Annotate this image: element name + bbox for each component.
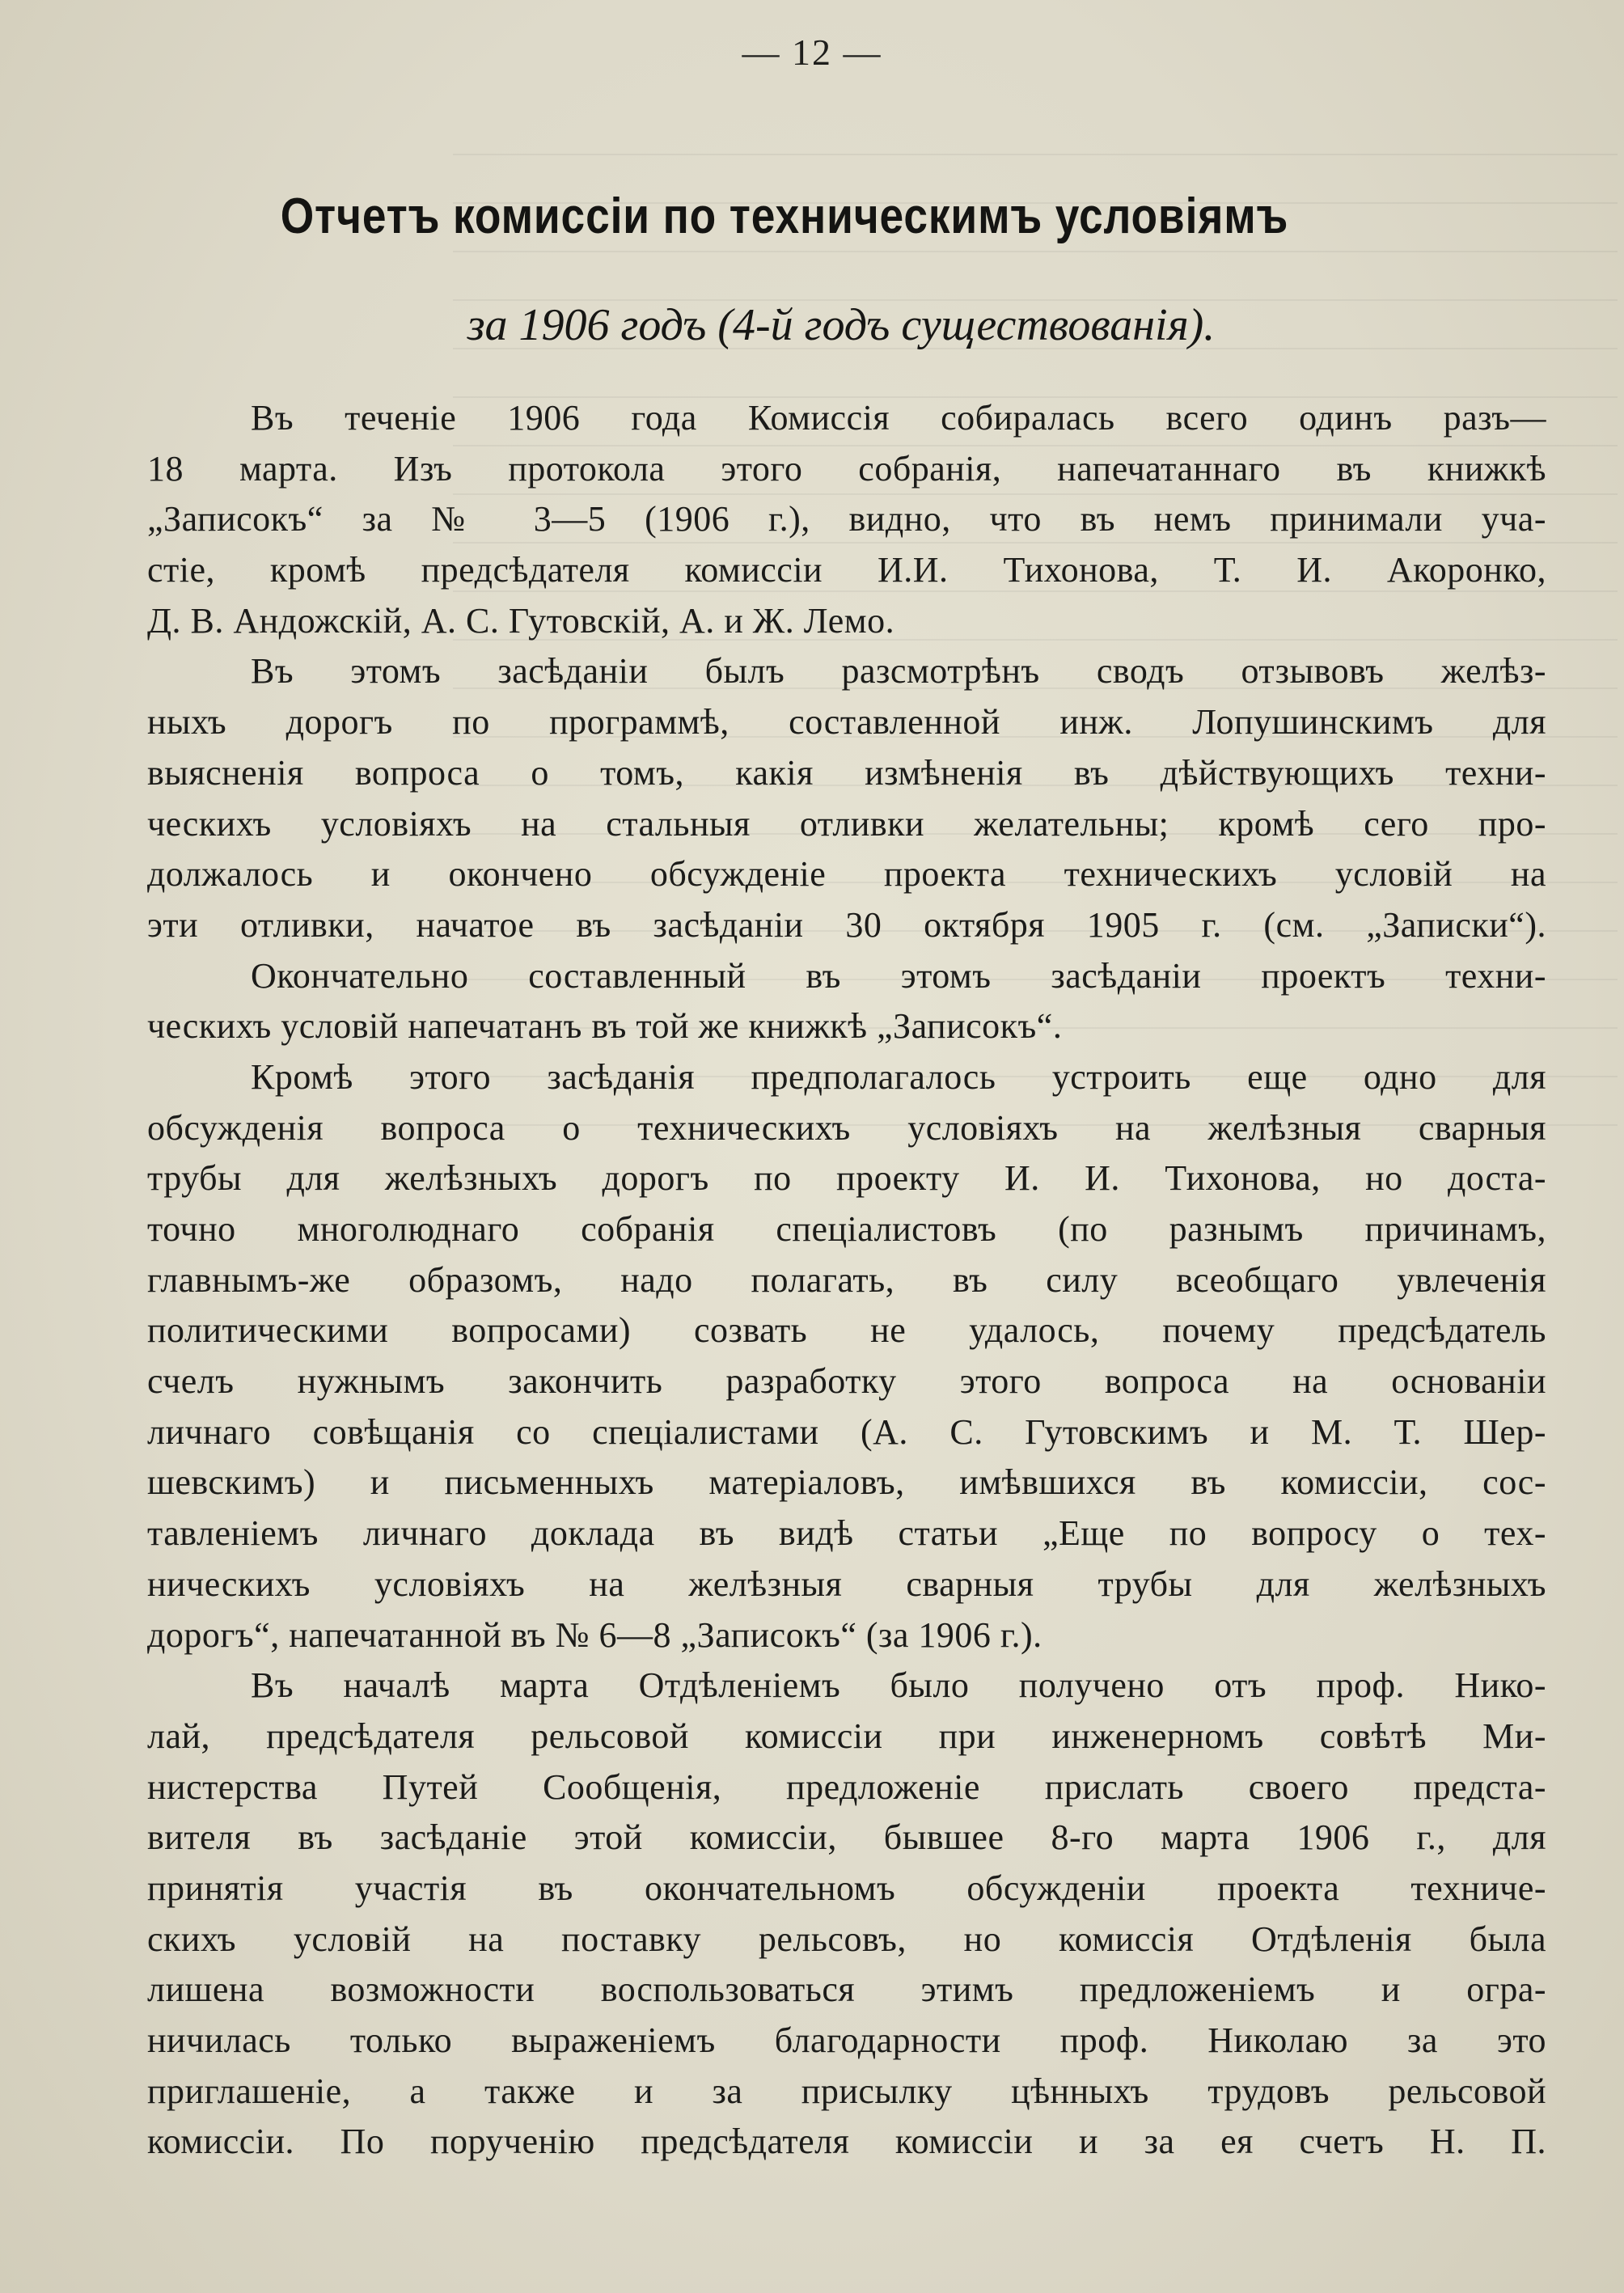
text-line: счелъ нужнымъ закончить разработку этого вопроса на основаніи	[147, 1361, 1546, 1402]
text-line: тавленіемъ личнаго доклада въ видѣ статьи „Еще по вопросу о тех-	[147, 1513, 1546, 1554]
text-line: шевскимъ) и письменныхъ матеріаловъ, имѣвшихся въ комиссіи, сос-	[147, 1462, 1546, 1503]
text-line: ническихъ условіяхъ на желѣзныя сварныя трубы для желѣзныхъ	[147, 1563, 1546, 1604]
text-line: точно многолюднаго собранія спеціалистовъ (по разнымъ причинамъ,	[147, 1209, 1546, 1249]
text-line: скихъ условій на поставку рельсовъ, но комиссія Отдѣленія была	[147, 1919, 1546, 1959]
text-line: трубы для желѣзныхъ дорогъ по проекту И. И. Тихонова, но доста-	[147, 1158, 1546, 1199]
text-line: Кромѣ этого засѣданія предполагалось устроить еще одно для	[251, 1056, 1546, 1097]
text-line: ничилась только выраженіемъ благодарности проф. Николаю за это	[147, 2020, 1546, 2060]
text-line: нистерства Путей Сообщенія, предложеніе прислать своего предста-	[147, 1766, 1546, 1807]
text-line: Въ этомъ засѣданіи былъ разсмотрѣнъ сводъ отзывовъ желѣз-	[251, 651, 1546, 692]
text-line: политическими вопросами) созвать не удалось, почему предсѣдатель	[147, 1310, 1546, 1351]
text-line: лишена возможности воспользоваться этимъ предложеніемъ и огра-	[147, 1969, 1546, 2010]
text-line: „Записокъ“ за № 3—5 (1906 г.), видно, что въ немъ принимали уча-	[147, 499, 1546, 539]
document-title: Отчетъ комиссіи по техническимъ условіямъ	[280, 188, 1289, 244]
text-line: Въ теченіе 1906 года Комиссія собиралась всего одинъ разъ—	[251, 398, 1546, 438]
body-text	[147, 393, 1546, 2168]
text-line: Въ началѣ марта Отдѣленіемъ было получено отъ проф. Нико-	[251, 1665, 1546, 1706]
text-line: комиссіи. По порученію предсѣдателя комиссіи и за ея счетъ Н. П.	[147, 2122, 1546, 2162]
text-line: ческихъ условіяхъ на стальныя отливки желательны; кромѣ сего про-	[147, 803, 1546, 844]
text-line: Окончательно составленный въ этомъ засѣданіи проектъ техни-	[251, 955, 1546, 996]
text-line: принятія участія въ окончательномъ обсужденіи проекта техниче-	[147, 1868, 1546, 1908]
text-line: выясненія вопроса о томъ, какія измѣненія въ дѣйствующихъ техни-	[147, 752, 1546, 793]
page-number: — 12 —	[742, 32, 882, 73]
text-line: Д. В. Андожскій, А. С. Гутовскій, А. и Ж. Лемо.	[147, 600, 895, 641]
text-line: лай, предсѣдателя рельсовой комиссіи при инженерномъ совѣтѣ Ми-	[147, 1716, 1546, 1756]
text-line: эти отливки, начатое въ засѣданіи 30 октября 1905 г. (см. „Записки“).	[147, 904, 1546, 945]
text-line: стіе, кромѣ предсѣдателя комиссіи И.И. Тихонова, Т. И. Акоронко,	[147, 550, 1546, 590]
text-line: дорогъ“, напечатанной въ № 6—8 „Записокъ“ (за 1906 г.).	[147, 1614, 1042, 1655]
text-line: приглашеніе, а также и за присылку цѣнныхъ трудовъ рельсовой	[147, 2071, 1546, 2111]
document-subtitle: за 1906 годъ (4-й годъ существованія).	[467, 300, 1216, 350]
text-line: должалось и окончено обсужденіе проекта техническихъ условій на	[147, 854, 1546, 895]
text-line: 18 марта. Изъ протокола этого собранія, напечатаннаго въ книжкѣ	[147, 448, 1546, 489]
text-line: главнымъ-же образомъ, надо полагать, въ силу всеобщаго увлеченія	[147, 1259, 1546, 1300]
text-line: обсужденія вопроса о техническихъ условіяхъ на желѣзныя сварныя	[147, 1107, 1546, 1148]
text-line: вителя въ засѣданіе этой комиссіи, бывшее 8-го марта 1906 г., для	[147, 1817, 1546, 1858]
text-line: ческихъ условій напечатанъ въ той же книжкѣ „Записокъ“.	[147, 1006, 1063, 1047]
text-line: ныхъ дорогъ по программѣ, составленной инж. Лопушинскимъ для	[147, 702, 1546, 742]
text-line: личнаго совѣщанія со спеціалистами (А. С. Гутовскимъ и М. Т. Шер-	[147, 1411, 1546, 1452]
